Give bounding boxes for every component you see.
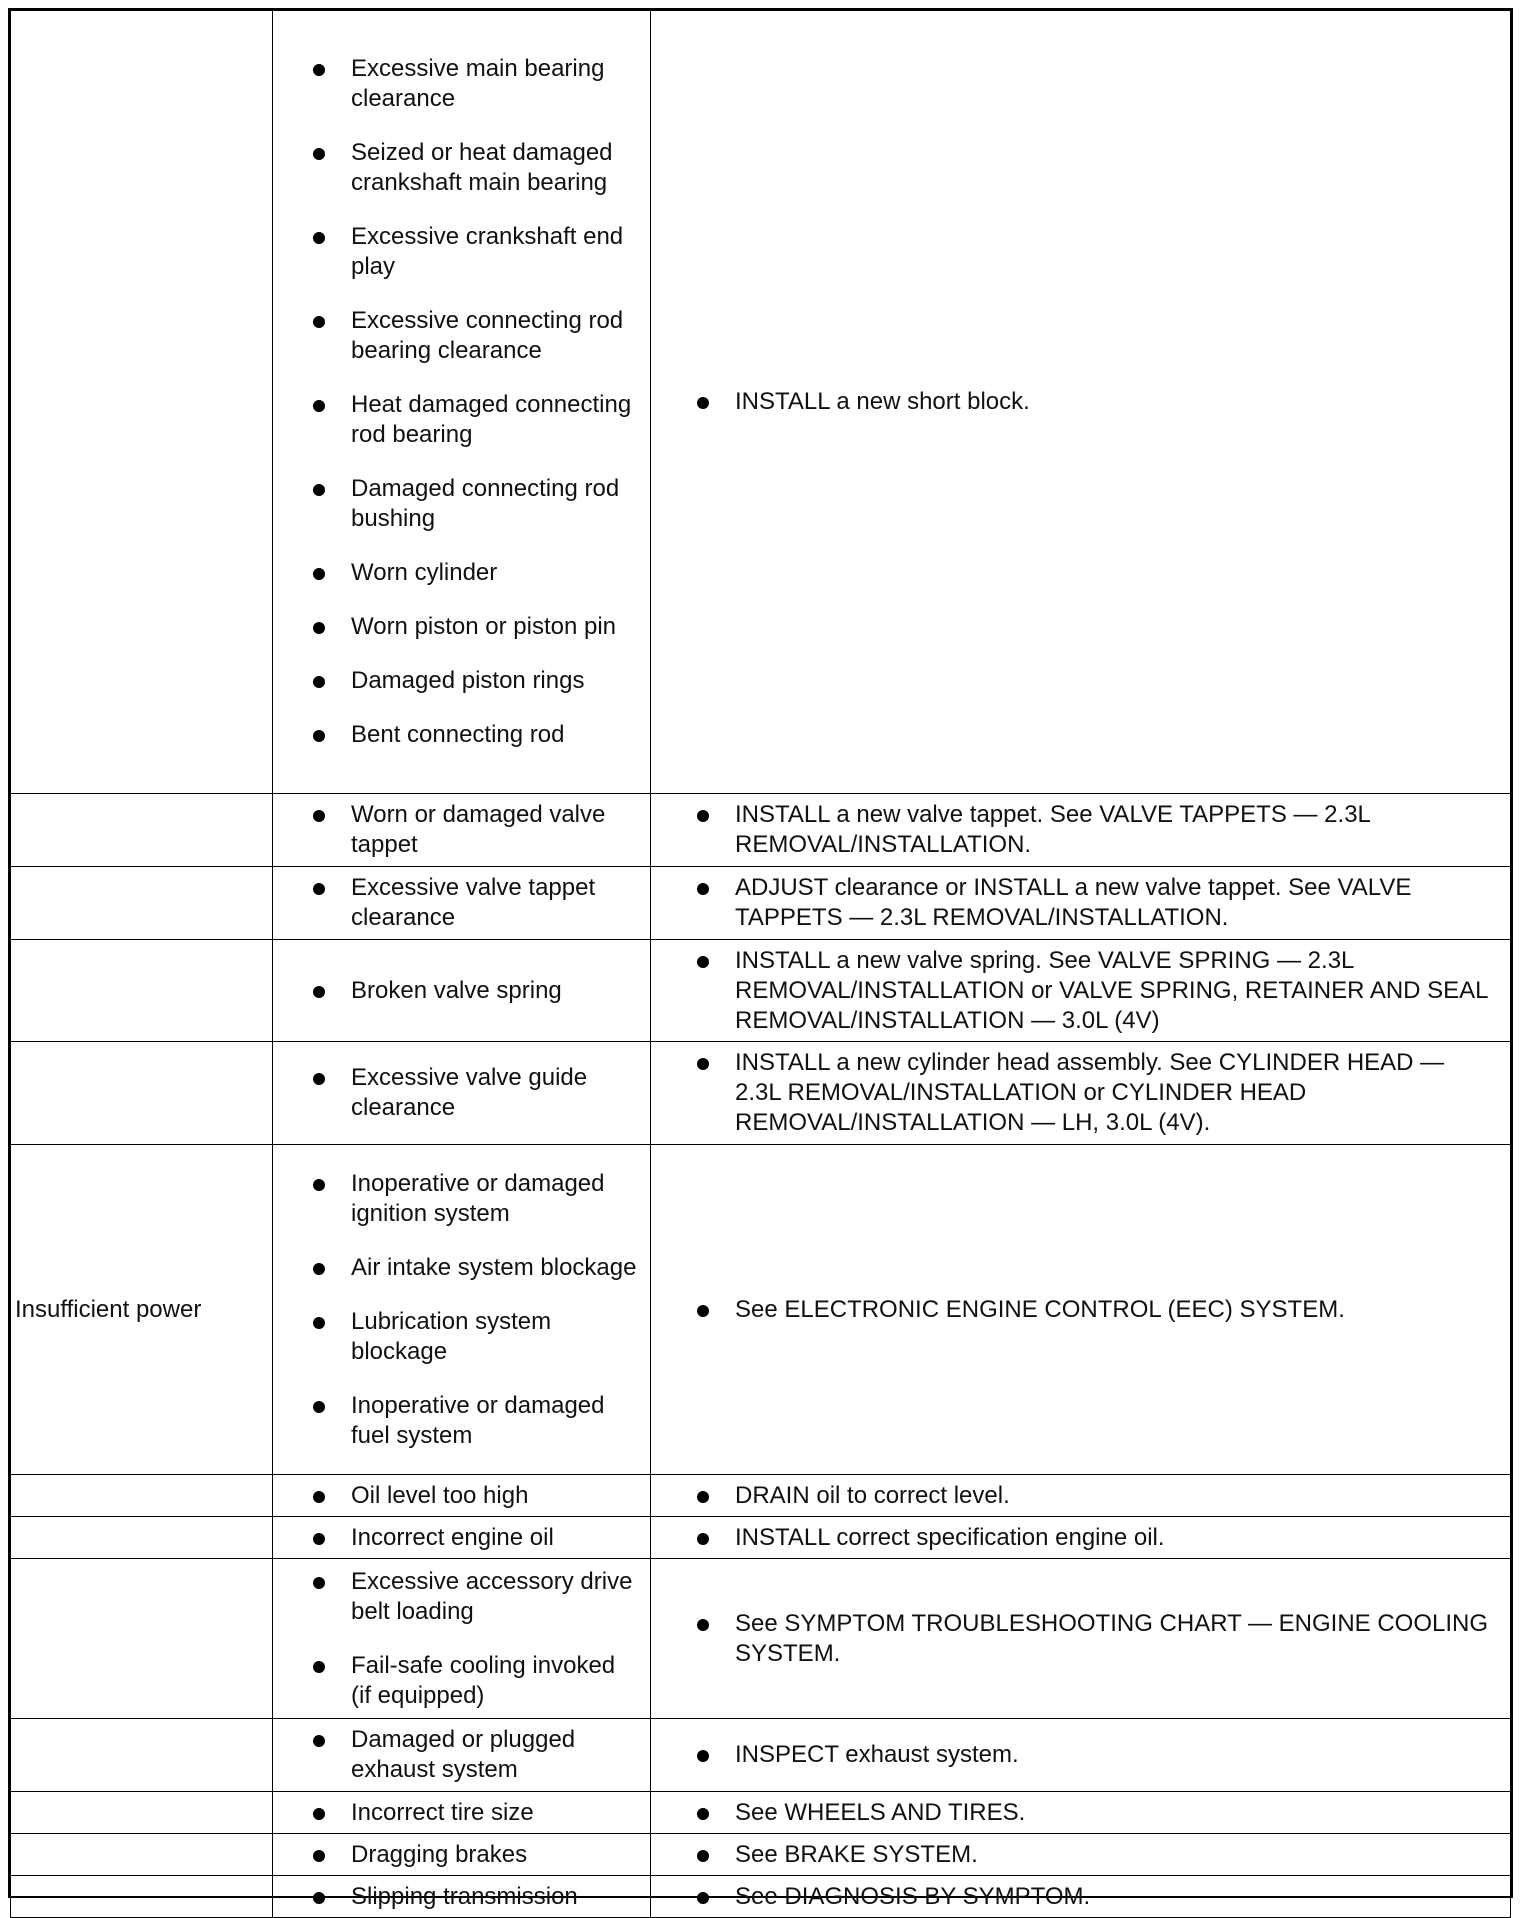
bullet-icon — [313, 1317, 325, 1329]
cause-list — [309, 873, 640, 933]
cause-list — [309, 800, 640, 860]
cause-item — [309, 1063, 640, 1123]
cause-text: Inoperative or damaged ignition system — [351, 1169, 605, 1227]
cause-list — [309, 1481, 640, 1511]
action-text: INSTALL correct specification engine oil. — [735, 1523, 1165, 1551]
action-cell — [651, 1876, 1511, 1918]
cause-item — [309, 474, 640, 534]
action-cell — [651, 1792, 1511, 1834]
bullet-icon — [313, 568, 325, 580]
condition-cell — [11, 867, 273, 940]
action-item — [693, 800, 1496, 860]
cause-item — [309, 138, 640, 198]
cause-text: Incorrect engine oil — [351, 1523, 554, 1551]
cause-cell — [273, 11, 651, 794]
action-cell — [651, 1475, 1511, 1517]
cause-item — [309, 612, 640, 642]
cause-item — [309, 54, 640, 114]
cause-item — [309, 1567, 640, 1627]
action-item — [693, 1798, 1496, 1828]
action-item — [693, 1295, 1496, 1325]
action-item — [693, 1609, 1496, 1669]
cause-text: Damaged or plugged exhaust system — [351, 1726, 576, 1783]
bullet-icon — [313, 1401, 325, 1413]
action-text: INSTALL a new valve tappet. See VALVE TAPPETS — 2.3L REMOVAL/INSTALLATION. — [735, 801, 1370, 858]
bullet-icon — [697, 1533, 709, 1545]
bullet-icon — [313, 1179, 325, 1191]
bullet-icon — [697, 883, 709, 895]
cause-text: Dragging brakes — [351, 1840, 528, 1868]
action-text: INSTALL a new short block. — [735, 388, 1030, 415]
action-item — [693, 1523, 1496, 1553]
cause-text: Excessive valve tappet clearance — [351, 874, 596, 931]
action-text: ADJUST clearance or INSTALL a new valve tappet. See VALVE TAPPETS — 2.3L REMOVAL/INSTALLATION. — [735, 874, 1412, 931]
cause-item — [309, 800, 640, 860]
cause-cell — [273, 1475, 651, 1517]
action-item — [693, 946, 1496, 1036]
action-cell — [651, 1719, 1511, 1792]
cause-item — [309, 222, 640, 282]
condition-cell — [11, 1559, 273, 1719]
action-cell — [651, 867, 1511, 940]
bullet-icon — [313, 64, 325, 76]
cause-item — [309, 976, 640, 1006]
condition-cell — [11, 1834, 273, 1876]
condition-cell — [11, 1876, 273, 1918]
cause-list — [309, 1523, 640, 1553]
condition-cell — [11, 1517, 273, 1559]
table-row — [11, 1876, 1511, 1918]
cause-text: Excessive valve guide clearance — [351, 1064, 588, 1121]
action-text: DRAIN oil to correct level. — [735, 1481, 1010, 1509]
action-item — [693, 1048, 1496, 1138]
cause-item — [309, 1882, 640, 1912]
condition-cell — [11, 1475, 273, 1517]
cause-item — [309, 1840, 640, 1870]
table-row — [11, 1517, 1511, 1559]
cause-list — [309, 1169, 640, 1451]
cause-list — [309, 1063, 640, 1123]
table-row — [11, 11, 1511, 794]
table-row — [11, 794, 1511, 867]
bullet-icon — [313, 1263, 325, 1275]
table-row — [11, 1145, 1511, 1475]
cause-cell — [273, 1719, 651, 1792]
bullet-icon — [313, 1735, 325, 1747]
action-cell — [651, 940, 1511, 1042]
cause-text: Worn or damaged valve tappet — [351, 801, 606, 858]
cause-text: Fail-safe cooling invoked (if equipped) — [351, 1651, 616, 1709]
bullet-icon — [313, 1808, 325, 1820]
cause-text: Incorrect tire size — [351, 1798, 534, 1826]
cause-cell — [273, 940, 651, 1042]
bullet-icon — [313, 1892, 325, 1904]
cause-text: Excessive main bearing clearance — [351, 55, 605, 112]
cause-text: Inoperative or damaged fuel system — [351, 1391, 605, 1449]
cause-item — [309, 1651, 640, 1711]
cause-cell — [273, 794, 651, 867]
cause-text: Worn cylinder — [351, 559, 498, 586]
action-cell — [651, 1559, 1511, 1719]
condition-text: Insufficient power — [15, 1295, 202, 1323]
bullet-icon — [313, 1577, 325, 1589]
cause-text: Excessive accessory drive belt loading — [351, 1567, 633, 1625]
condition-cell — [11, 11, 273, 794]
condition-cell — [11, 794, 273, 867]
bullet-icon — [313, 676, 325, 688]
bullet-icon — [697, 1892, 709, 1904]
action-text: See DIAGNOSIS BY SYMPTOM. — [735, 1882, 1091, 1910]
cause-text: Damaged connecting rod bushing — [351, 475, 620, 532]
bullet-icon — [697, 1619, 709, 1631]
bullet-icon — [697, 1850, 709, 1862]
action-cell — [651, 11, 1511, 794]
bullet-icon — [697, 1305, 709, 1317]
cause-text: Air intake system blockage — [351, 1253, 637, 1281]
bullet-icon — [313, 1533, 325, 1545]
action-text: INSPECT exhaust system. — [735, 1741, 1019, 1768]
bullet-icon — [697, 1491, 709, 1503]
bullet-icon — [697, 1058, 709, 1070]
action-cell — [651, 1834, 1511, 1876]
bullet-icon — [697, 1750, 709, 1762]
table-row — [11, 1042, 1511, 1145]
action-text: See WHEELS AND TIRES. — [735, 1798, 1026, 1826]
action-text: INSTALL a new cylinder head assembly. See CYLINDER HEAD — 2.3L REMOVAL/INSTALLATION or CYLINDER HEAD REMOVAL/INSTALLATION — LH, 3.0L (4V). — [735, 1049, 1445, 1136]
cause-item — [309, 1391, 640, 1451]
cause-text: Heat damaged connecting rod bearing — [351, 391, 632, 448]
cause-list — [309, 1798, 640, 1828]
bullet-icon — [697, 810, 709, 822]
bullet-icon — [313, 810, 325, 822]
cause-text: Damaged piston rings — [351, 667, 585, 694]
bullet-icon — [697, 956, 709, 968]
bullet-icon — [313, 883, 325, 895]
cause-text: Oil level too high — [351, 1481, 529, 1509]
bullet-icon — [697, 1808, 709, 1820]
bullet-icon — [313, 1661, 325, 1673]
cause-list — [309, 976, 640, 1006]
action-text: See ELECTRONIC ENGINE CONTROL (EEC) SYSTEM. — [735, 1295, 1345, 1323]
action-item — [693, 1840, 1496, 1870]
table-row — [11, 1792, 1511, 1834]
condition-cell — [11, 940, 273, 1042]
cause-cell — [273, 1042, 651, 1145]
condition-cell — [11, 1719, 273, 1792]
action-item — [693, 1882, 1496, 1912]
cause-item — [309, 1307, 640, 1367]
cause-text: Excessive connecting rod bearing clearance — [351, 307, 624, 364]
table-row — [11, 1719, 1511, 1792]
bullet-icon — [313, 316, 325, 328]
cause-cell — [273, 1559, 651, 1719]
cause-item — [309, 1169, 640, 1229]
action-cell — [651, 1517, 1511, 1559]
cause-text: Bent connecting rod — [351, 721, 565, 748]
cause-text: Lubrication system blockage — [351, 1307, 552, 1365]
table-row — [11, 1475, 1511, 1517]
cause-list — [309, 54, 640, 750]
cause-text: Worn piston or piston pin — [351, 613, 617, 640]
cause-item — [309, 1725, 640, 1785]
cause-item — [309, 1481, 640, 1511]
bullet-icon — [313, 148, 325, 160]
bullet-icon — [313, 484, 325, 496]
action-cell — [651, 1145, 1511, 1475]
action-item — [693, 873, 1496, 933]
cause-cell — [273, 1792, 651, 1834]
cause-cell — [273, 1834, 651, 1876]
cause-list — [309, 1840, 640, 1870]
table-row — [11, 867, 1511, 940]
cause-cell — [273, 1145, 651, 1475]
action-item — [693, 1740, 1496, 1770]
cause-cell — [273, 1517, 651, 1559]
bullet-icon — [313, 1073, 325, 1085]
cause-item — [309, 873, 640, 933]
cause-text: Slipping transmission — [351, 1882, 578, 1910]
condition-cell — [11, 1145, 273, 1475]
bullet-icon — [313, 1491, 325, 1503]
cause-text: Seized or heat damaged crankshaft main bearing — [351, 139, 613, 196]
action-item — [693, 387, 1496, 417]
action-item — [693, 1481, 1496, 1511]
cause-list — [309, 1725, 640, 1785]
cause-text: Excessive crankshaft end play — [351, 223, 624, 280]
cause-item — [309, 558, 640, 588]
cause-item — [309, 306, 640, 366]
cause-item — [309, 1253, 640, 1283]
table-row — [11, 1834, 1511, 1876]
bullet-icon — [313, 730, 325, 742]
bullet-icon — [313, 1850, 325, 1862]
condition-cell — [11, 1042, 273, 1145]
cause-item — [309, 390, 640, 450]
table-row — [11, 940, 1511, 1042]
action-cell — [651, 1042, 1511, 1145]
cause-item — [309, 1523, 640, 1553]
table-row — [11, 1559, 1511, 1719]
troubleshooting-table — [8, 8, 1513, 1910]
cause-text: Broken valve spring — [351, 976, 562, 1004]
bullet-icon — [313, 986, 325, 998]
action-cell — [651, 794, 1511, 867]
symptom-chart — [10, 10, 1511, 1918]
action-text: INSTALL a new valve spring. See VALVE SPRING — 2.3L REMOVAL/INSTALLATION or VALVE SPRING, RETAINER AND SEAL REMOVAL/INSTALLATION — 3.0L (4V) — [735, 946, 1488, 1034]
cause-item — [309, 720, 640, 750]
bullet-icon — [313, 622, 325, 634]
cause-cell — [273, 1876, 651, 1918]
condition-cell — [11, 1792, 273, 1834]
cause-list — [309, 1567, 640, 1711]
bullet-icon — [313, 232, 325, 244]
action-text: See SYMPTOM TROUBLESHOOTING CHART — ENGINE COOLING SYSTEM. — [735, 1609, 1489, 1667]
bullet-icon — [697, 397, 709, 409]
cause-cell — [273, 867, 651, 940]
cause-item — [309, 666, 640, 696]
cause-list — [309, 1882, 640, 1912]
action-text: See BRAKE SYSTEM. — [735, 1840, 978, 1868]
bullet-icon — [313, 400, 325, 412]
cause-item — [309, 1798, 640, 1828]
